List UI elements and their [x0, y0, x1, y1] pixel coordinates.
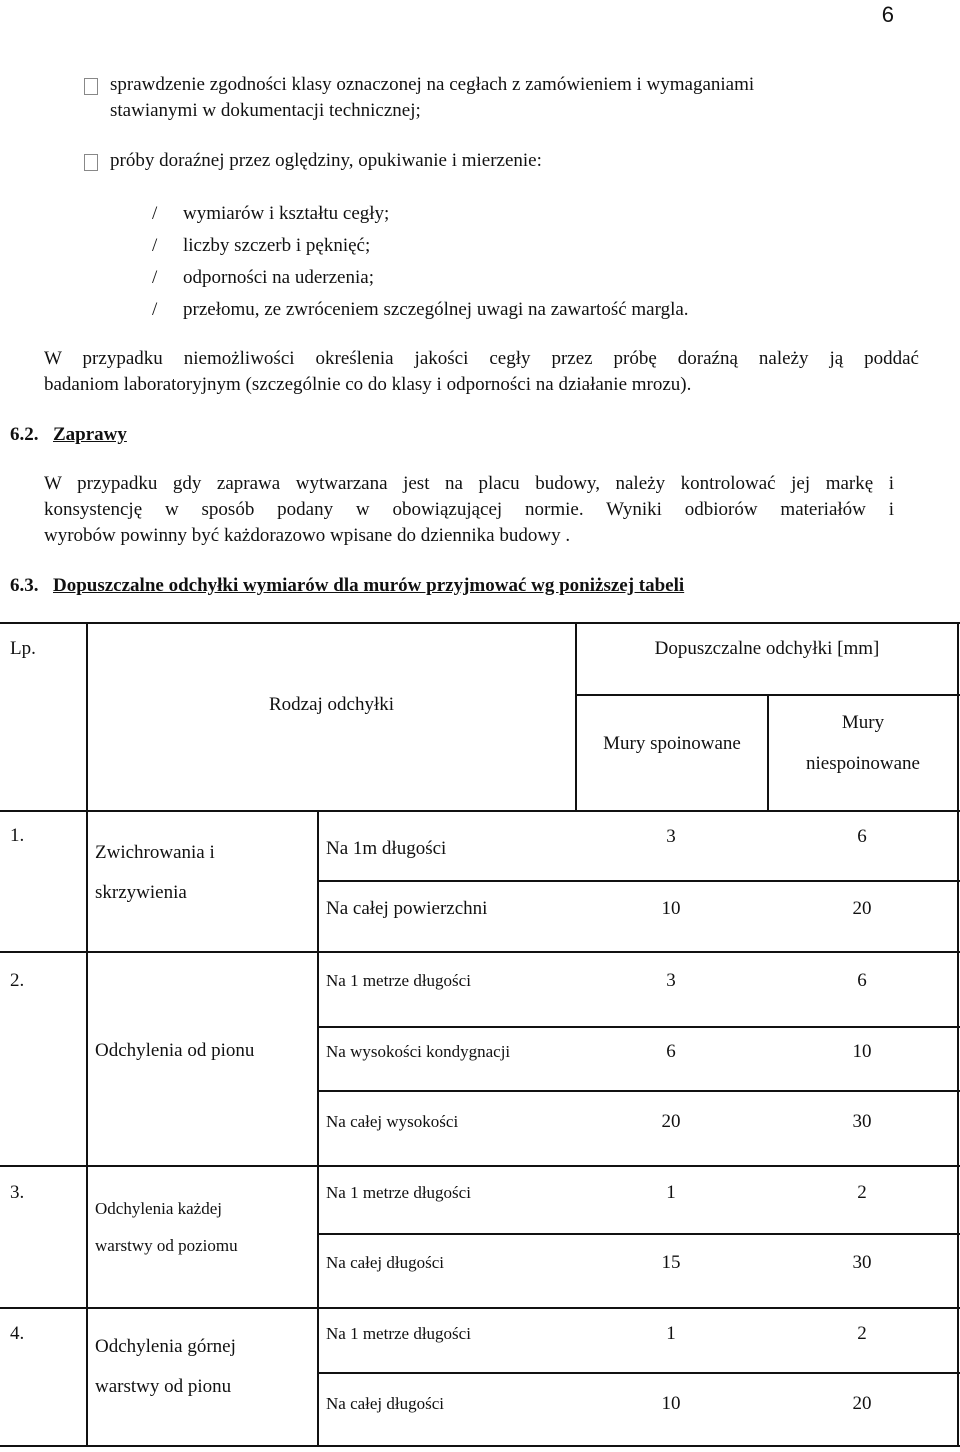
- table-rule: [318, 880, 960, 882]
- table-cell-spoinowane: 1: [666, 1323, 676, 1344]
- sublist-marker: /: [152, 203, 158, 224]
- table-cell-measure: Na 1 metrze długości: [326, 1324, 471, 1343]
- table-cell-spoinowane: 1: [666, 1182, 676, 1203]
- table-row-lp: 4.: [10, 1323, 25, 1344]
- table-cell-spoinowane: 10: [661, 898, 681, 919]
- table-row-lp: 3.: [10, 1182, 25, 1203]
- bullet-box-icon: [84, 154, 98, 171]
- table-rule: [0, 1165, 960, 1167]
- table-row-lp: 2.: [10, 970, 25, 991]
- bullet-1-line-2: stawianymi w dokumentacji technicznej;: [110, 100, 421, 121]
- table-row-type: Zwichrowania i: [95, 842, 215, 863]
- table-row-type: warstwy od poziomu: [95, 1236, 238, 1255]
- table-rule: [86, 622, 88, 1447]
- bullet-box-icon: [84, 78, 98, 95]
- table-header-niespoinowane: Mury: [841, 712, 885, 733]
- table-header-niespoinowane: niespoinowane: [806, 753, 920, 774]
- table-cell-measure: Na wysokości kondygnacji: [326, 1042, 511, 1061]
- table-rule: [318, 1233, 960, 1235]
- table-cell-niespoinowane: 10: [852, 1041, 872, 1062]
- bullet-1-line-1: sprawdzenie zgodności klasy oznaczonej na cegłach z zamówieniem i wymaganiami: [110, 74, 755, 95]
- sublist-item: odporności na uderzenia;: [183, 267, 374, 288]
- sublist-marker: /: [152, 267, 158, 288]
- table-row-type: warstwy od pionu: [95, 1376, 232, 1397]
- table-rule: [0, 622, 960, 624]
- page-number: 6: [881, 2, 894, 27]
- table-header-rodzaj: Rodzaj odchyłki: [268, 694, 395, 715]
- sublist-item: wymiarów i kształtu cegły;: [183, 203, 390, 224]
- table-row-type: Odchylenia każdej: [95, 1199, 222, 1218]
- table-rule: [0, 1445, 960, 1447]
- table-row-lp: 1.: [10, 825, 25, 846]
- table-cell-measure: Na całej powierzchni: [326, 898, 488, 919]
- table-cell-measure: Na 1m długości: [326, 838, 447, 859]
- table-cell-spoinowane: 6: [666, 1041, 676, 1062]
- table-rule: [0, 1307, 960, 1309]
- table-rule: [318, 1090, 960, 1092]
- table-rule: [317, 810, 319, 1447]
- table-cell-measure: Na 1 metrze długości: [326, 1183, 471, 1202]
- paragraph-1-line-1: W przypadku niemożliwości określenia jakości cegły przez próbę doraźną należy ją poddać: [44, 348, 919, 369]
- table-cell-niespoinowane: 6: [857, 826, 867, 847]
- table-cell-spoinowane: 3: [666, 970, 676, 991]
- table-cell-niespoinowane: 20: [852, 898, 872, 919]
- sublist-marker: /: [152, 299, 158, 320]
- section-6-3-title: Dopuszczalne odchyłki wymiarów dla murów przyjmować wg poniższej tabeli: [53, 575, 685, 596]
- table-rule: [318, 1026, 960, 1028]
- paragraph-2-line-1: W przypadku gdy zaprawa wytwarzana jest na placu budowy, należy kontrolować jej markę i: [44, 473, 894, 494]
- table-cell-spoinowane: 3: [666, 826, 676, 847]
- table-cell-measure: Na całej długości: [326, 1253, 445, 1272]
- sublist-item: przełomu, ze zwróceniem szczególnej uwagi na zawartość margla.: [183, 299, 689, 320]
- section-6-3-number: 6.3.: [10, 575, 39, 596]
- table-cell-niespoinowane: 30: [852, 1111, 872, 1132]
- table-cell-niespoinowane: 30: [852, 1252, 872, 1273]
- table-rule: [957, 622, 959, 1447]
- table-cell-measure: Na całej długości: [326, 1394, 445, 1413]
- table-cell-spoinowane: 20: [661, 1111, 681, 1132]
- table-rule: [318, 1372, 960, 1374]
- table-row-type: Odchylenia od pionu: [95, 1040, 255, 1061]
- table-cell-measure: Na 1 metrze długości: [326, 971, 471, 990]
- section-6-2-number: 6.2.: [10, 424, 39, 445]
- paragraph-2-line-2: konsystencję w sposób podany w obowiązującej normie. Wyniki odbiorów materiałów i: [44, 499, 894, 520]
- section-6-2-title: Zaprawy: [53, 424, 127, 445]
- paragraph-2-line-3: wyrobów powinny być każdorazowo wpisane do dziennika budowy .: [44, 525, 571, 546]
- table-row-type: Odchylenia górnej: [95, 1336, 236, 1357]
- sublist-item: liczby szczerb i pęknięć;: [183, 235, 371, 256]
- sublist-marker: /: [152, 235, 158, 256]
- table-cell-niespoinowane: 6: [857, 970, 867, 991]
- table-cell-spoinowane: 15: [661, 1252, 681, 1273]
- table-header-lp: Lp.: [10, 638, 36, 659]
- table-header-spoinowane: Mury spoinowane: [603, 733, 741, 754]
- table-cell-spoinowane: 10: [661, 1393, 681, 1414]
- table-cell-measure: Na całej wysokości: [326, 1112, 459, 1131]
- table-cell-niespoinowane: 20: [852, 1393, 872, 1414]
- table-cell-niespoinowane: 2: [857, 1323, 867, 1344]
- table-header-dopuszczalne: Dopuszczalne odchyłki [mm]: [654, 638, 880, 659]
- table-cell-niespoinowane: 2: [857, 1182, 867, 1203]
- table-rule: [0, 951, 960, 953]
- paragraph-1-line-2: badaniom laboratoryjnym (szczególnie co do klasy i odporności na działanie mrozu).: [44, 374, 692, 395]
- table-rule: [0, 810, 960, 812]
- bullet-2-line-1: próby doraźnej przez oględziny, opukiwanie i mierzenie:: [110, 150, 542, 171]
- table-row-type: skrzywienia: [95, 882, 187, 903]
